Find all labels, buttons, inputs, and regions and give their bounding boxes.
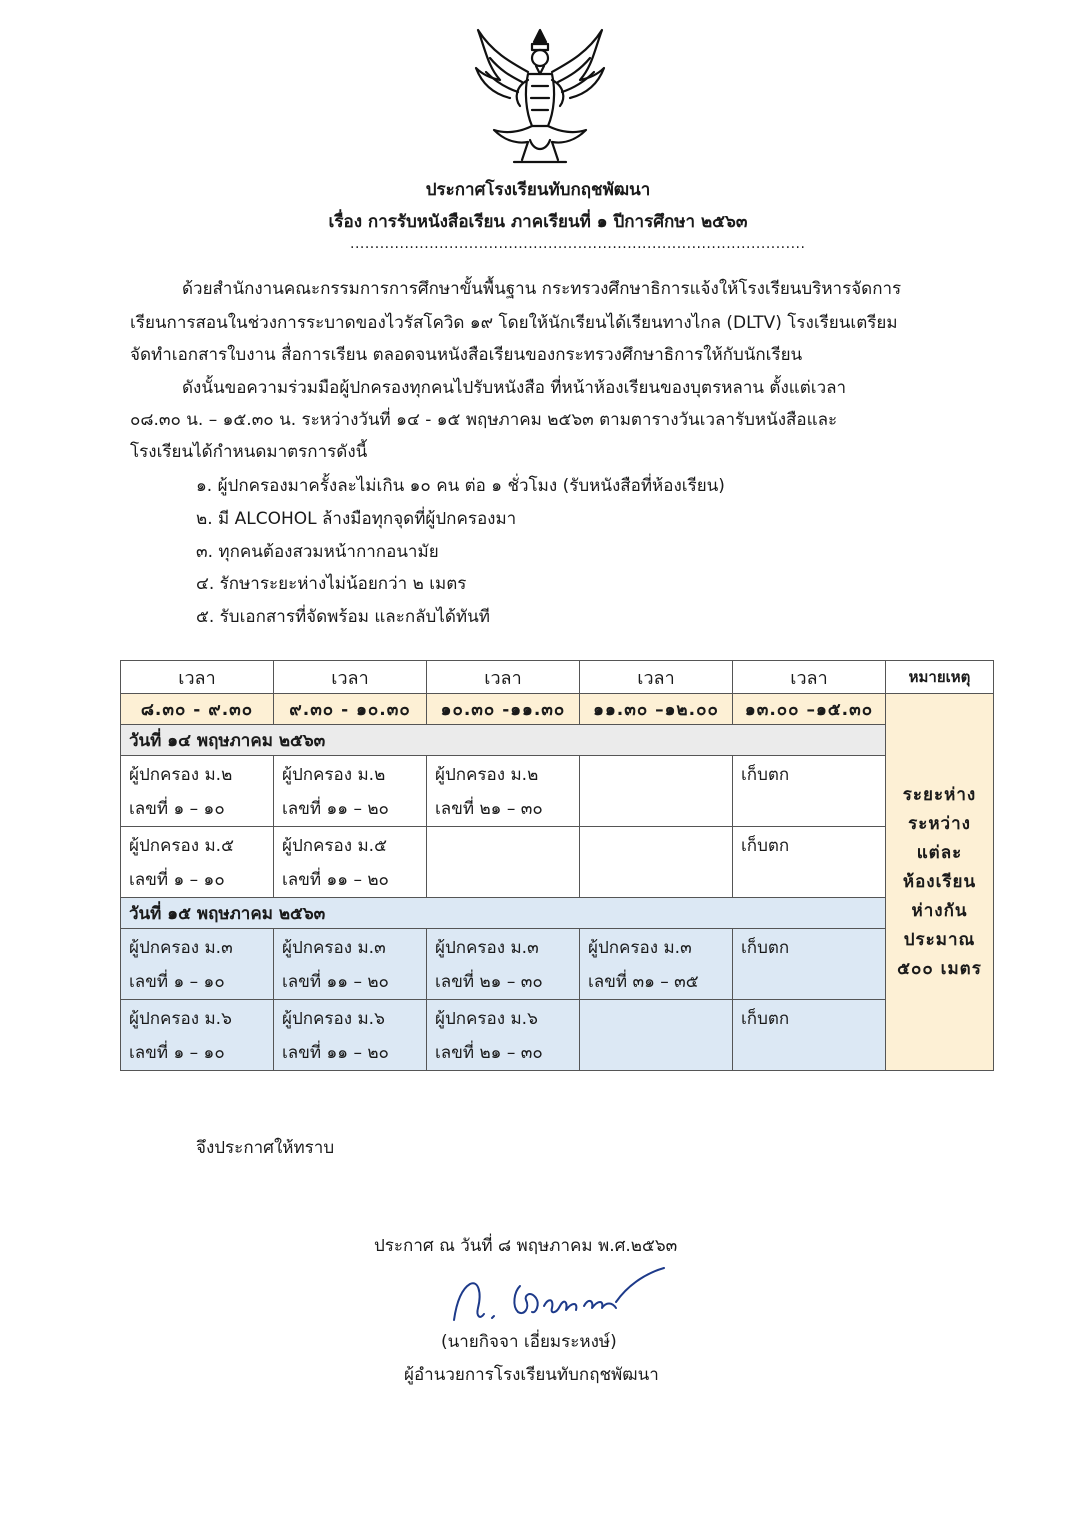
schedule-cell [580,827,733,898]
cell-grade: เก็บตก [741,836,790,856]
cell-grade: เก็บตก [741,1009,790,1029]
handwritten-signature-icon [440,1262,680,1326]
schedule-cell [121,929,274,1000]
cell-grade: ผู้ปกครอง ม.๓ [129,938,233,958]
time-slot: ๑๓.๐๐ –๑๕.๓๐ [733,694,886,725]
cell-numbers: เลขที่ ๓๑ – ๓๕ [588,972,699,992]
cell-grade: ผู้ปกครอง ม.๕ [282,836,387,856]
time-slot: ๑๐.๓๐ -๑๑.๓๐ [427,694,580,725]
note-line: ๕๐๐ เมตร [897,958,982,979]
schedule-cell [580,929,733,1000]
closing-announce: จึงประกาศให้ทราบ [196,1138,335,1158]
cell-grade: ผู้ปกครอง ม.๕ [129,836,234,856]
cell-numbers: เลขที่ ๒๑ – ๓๐ [435,799,543,819]
note-line: ระหว่าง [908,813,971,834]
paragraph1-line3: จัดทำเอกสารใบงาน สื่อการเรียน ตลอดจนหนังสือเรียนของกระทรวงศึกษาธิการให้กับนักเรียน [130,345,803,365]
measure-item: ๔. รักษาระยะห่างไม่น้อยกว่า ๒ เมตร [196,574,467,594]
time-column-header: เวลา [580,661,733,694]
cell-grade: ผู้ปกครอง ม.๒ [282,765,386,785]
table-row [121,827,994,898]
schedule-cell [274,1000,427,1071]
schedule-cell [427,1000,580,1071]
schedule-cell [580,1000,733,1071]
measure-item: ๑. ผู้ปกครองมาครั้งละไม่เกิน ๑๐ คน ต่อ ๑ ชั่วโมง (รับหนังสือที่ห้องเรียน) [196,476,725,496]
schedule-cell [121,756,274,827]
measure-item: ๕. รับเอกสารที่จัดพร้อม และกลับได้ทันที [196,607,490,627]
table-header-row [121,661,994,694]
schedule-cell [121,827,274,898]
paragraph1-line2: เรียนการสอนในช่วงการระบาดของไวรัสโควิด ๑๙ โดยให้นักเรียนได้เรียนทางไกล (DLTV) โรงเรียนเตรียม [130,313,898,333]
cell-numbers: เลขที่ ๑ – ๑๐ [129,870,225,890]
cell-numbers: เลขที่ ๑๑ – ๒๐ [282,870,389,890]
title-separator: ............................................................................................ [350,236,806,252]
note-line: ห่างกัน [911,900,968,921]
cell-grade: ผู้ปกครอง ม.๓ [435,938,539,958]
cell-numbers: เลขที่ ๑ – ๑๐ [129,799,225,819]
distance-note [886,694,994,1071]
schedule-cell [274,827,427,898]
day1-row [121,725,994,756]
note-line: แต่ละ [916,842,963,863]
day2-row [121,898,994,929]
announcement-title: ประกาศโรงเรียนทับกฤชพัฒนา [425,180,651,200]
cell-grade: ผู้ปกครอง ม.๒ [129,765,233,785]
cell-numbers: เลขที่ ๑๑ – ๒๐ [282,972,389,992]
cell-grade: ผู้ปกครอง ม.๓ [282,938,386,958]
cell-grade: ผู้ปกครอง ม.๖ [129,1009,232,1029]
cell-numbers: เลขที่ ๑๑ – ๒๐ [282,1043,389,1063]
note-line: ห้องเรียน [902,871,977,892]
paragraph2-line2: ๐๘.๓๐ น. – ๑๕.๓๐ น. ระหว่างวันที่ ๑๔ - ๑๕ พฤษภาคม ๒๕๖๓ ตามตารางวันเวลารับหนังสือและ [130,410,838,430]
table-row [121,1000,994,1071]
measure-item: ๒. มี ALCOHOL ล้างมือทุกจุดที่ผู้ปกครองมา [196,509,517,529]
paragraph2-line3: โรงเรียนได้กำหนดมาตรการดังนี้ [130,442,368,462]
schedule-cell [427,929,580,1000]
note-column-header: หมายเหตุ [886,661,994,694]
time-column-header: เวลา [733,661,886,694]
schedule-cell [274,929,427,1000]
schedule-cell [427,827,580,898]
cell-grade: เก็บตก [741,938,790,958]
announcement-date: ประกาศ ณ วันที่ ๘ พฤษภาคม พ.ศ.๒๕๖๓ [374,1236,678,1256]
cell-grade: ผู้ปกครอง ม.๖ [282,1009,385,1029]
cell-numbers: เลขที่ ๑ – ๑๐ [129,1043,225,1063]
paragraph2-line1: ดังนั้นขอความร่วมมือผู้ปกครองทุกคนไปรับหนังสือ ที่หน้าห้องเรียนของบุตรหลาน ตั้งแต่เวลา [182,378,847,398]
cell-numbers: เลขที่ ๒๑ – ๓๐ [435,972,543,992]
table-row [121,756,994,827]
schedule-cell [733,827,886,898]
schedule-cell [733,756,886,827]
paragraph1-line1: ด้วยสำนักงานคณะกรรมการการศึกษาขั้นพื้นฐาน กระทรวงศึกษาธิการแจ้งให้โรงเรียนบริหารจัดการ [182,279,902,299]
schedule-cell [121,1000,274,1071]
schedule-cell [274,756,427,827]
distribution-schedule-table [120,660,994,1071]
time-slot: ๘.๓๐ - ๙.๓๐ [121,694,274,725]
table-row [121,929,994,1000]
cell-grade: ผู้ปกครอง ม.๓ [588,938,692,958]
announcement-subject: เรื่อง การรับหนังสือเรียน ภาคเรียนที่ ๑ ปีการศึกษา ๒๕๖๓ [328,212,748,232]
note-line: ระยะห่าง [902,784,977,805]
signer-name: (นายกิจจา เอี่ยมระหงษ์) [441,1332,617,1352]
signer-title: ผู้อำนวยการโรงเรียนทับกฤชพัฒนา [404,1365,659,1385]
schedule-cell [427,756,580,827]
time-column-header: เวลา [274,661,427,694]
garuda-emblem-icon [470,22,610,172]
cell-grade: เก็บตก [741,765,790,785]
time-slot-row [121,694,994,725]
day1-date-label: วันที่ ๑๔ พฤษภาคม ๒๕๖๓ [121,725,886,756]
time-column-header: เวลา [427,661,580,694]
cell-numbers: เลขที่ ๑๑ – ๒๐ [282,799,389,819]
cell-grade: ผู้ปกครอง ม.๒ [435,765,539,785]
schedule-cell [733,929,886,1000]
cell-numbers: เลขที่ ๒๑ – ๓๐ [435,1043,543,1063]
cell-grade: ผู้ปกครอง ม.๖ [435,1009,538,1029]
note-line: ประมาณ [903,929,976,950]
measure-item: ๓. ทุกคนต้องสวมหน้ากากอนามัย [196,542,439,562]
cell-numbers: เลขที่ ๑ – ๑๐ [129,972,225,992]
schedule-cell [733,1000,886,1071]
schedule-cell [580,756,733,827]
time-slot: ๙.๓๐ - ๑๐.๓๐ [274,694,427,725]
time-column-header: เวลา [121,661,274,694]
time-slot: ๑๑.๓๐ –๑๒.๐๐ [580,694,733,725]
day2-date-label: วันที่ ๑๕ พฤษภาคม ๒๕๖๓ [121,898,886,929]
